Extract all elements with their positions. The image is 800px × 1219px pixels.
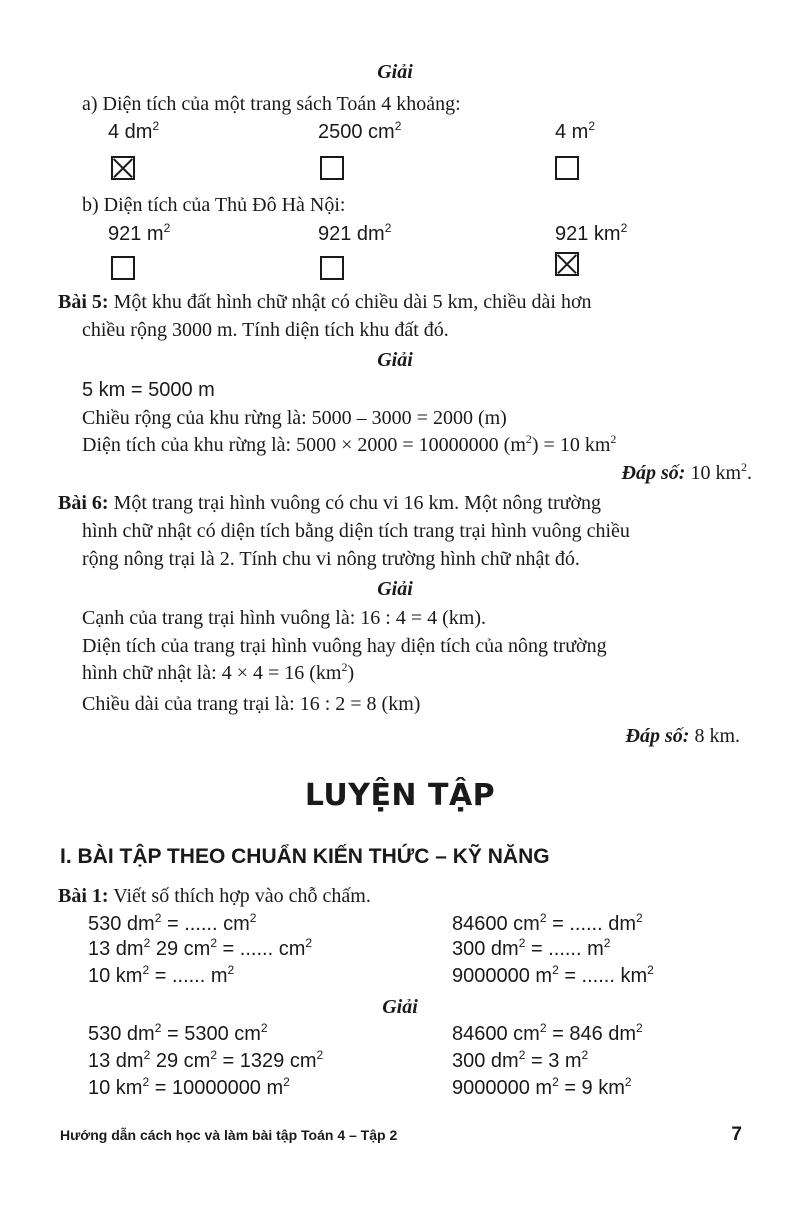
- ex1-a-left-2: 13 $dm^2$ 29 $cm^2 = 1329$ $cm^2$: [88, 1048, 324, 1072]
- q4a-checkbox-3[interactable]: [555, 156, 579, 180]
- page-heading: LUYỆN TẬP: [304, 778, 496, 813]
- ex1-q-right-2: 300 $dm^2$ = ...... $m^2$: [452, 936, 611, 960]
- bai6-solution-1: Cạnh của trang trại hình vuông là: 16 : 4 = 4 (km).: [82, 607, 486, 629]
- ex1-a-left-3: 10 $km^2 = 10000000$ $m^2$: [88, 1075, 290, 1099]
- q4a-text: a) Diện tích của một trang sách Toán 4 khoảng:: [82, 93, 461, 115]
- q4b-text: b) Diện tích của Thủ Đô Hà Nội:: [82, 194, 346, 216]
- bai6-solution-3: hình chữ nhật là: 4 × 4 = 16 $(km^2)$: [82, 660, 355, 684]
- q4a-checkbox-2[interactable]: [320, 156, 344, 180]
- q4a-option-1: 4 $dm^2$: [108, 119, 160, 143]
- bai6-answer: Đáp số: 8 km.: [625, 725, 740, 747]
- bai6-solution-2: Diện tích của trang trại hình vuông hay diện tích của nông trường: [82, 635, 607, 657]
- ex1-q-right-3: 9000000 $m^2$ = ...... $km^2$: [452, 963, 654, 987]
- q4b-checkbox-3[interactable]: [555, 252, 579, 276]
- bai5-solution-1: 5 km = 5000 m: [82, 379, 215, 401]
- bai5-solution-3: Diện tích của khu rừng là: 5000 × 2000 = 10000000 $(m^2) = 10$ $km^2$: [82, 432, 617, 456]
- q4a-option-3: 4 $m^2$: [555, 119, 596, 143]
- bai6-line-1: Bài 6: Một trang trại hình vuông có chu vi 16 km. Một nông trường: [58, 492, 602, 514]
- bai6-line-3: rộng nông trại là 2. Tính chu vi nông trường hình chữ nhật đó.: [82, 548, 580, 570]
- q4b-checkbox-1[interactable]: [111, 256, 135, 280]
- q4a-checkbox-1[interactable]: [111, 156, 135, 180]
- q4b-option-2: 921 $dm^2$: [318, 221, 392, 245]
- ex1-q-left-3: 10 $km^2$ = ...... $m^2$: [88, 963, 235, 987]
- ex1-a-right-3: 9000000 $m^2 = 9$ $km^2$: [452, 1075, 632, 1099]
- q4b-option-3: 921 $km^2$: [555, 221, 628, 245]
- bai5-answer: Đáp số: 10 $km^2$.: [621, 460, 752, 484]
- bai5-solution-2: Chiều rộng của khu rừng là: 5000 – 3000 = 2000 (m): [82, 407, 507, 429]
- q4b-checkbox-2[interactable]: [320, 256, 344, 280]
- ex1-q-left-2: 13 $dm^2$ 29 $cm^2$ = ...... $cm^2$: [88, 936, 313, 960]
- q4a-option-2: 2500 $cm^2$: [318, 119, 402, 143]
- bai5-line-1: Bài 5: Một khu đất hình chữ nhật có chiều dài 5 km, chiều dài hơn: [58, 291, 592, 313]
- q4b-option-1: 921 $m^2$: [108, 221, 171, 245]
- bai5-line-2: chiều rộng 3000 m. Tính diện tích khu đất đó.: [82, 319, 449, 341]
- ex1-a-left-1: 530 $dm^2 = 5300$ $cm^2$: [88, 1021, 268, 1045]
- giai-heading-bai4: Giải: [377, 61, 413, 83]
- giai-heading-ex1: Giải: [382, 996, 418, 1018]
- ex1-prompt: Bài 1: Viết số thích hợp vào chỗ chấm.: [58, 885, 371, 907]
- bai6-line-2: hình chữ nhật có diện tích bằng diện tích trang trại hình vuông chiều: [82, 520, 630, 542]
- ex1-a-right-2: 300 $dm^2 = 3$ $m^2$: [452, 1048, 589, 1072]
- ex1-a-right-1: 84600 $cm^2 = 846$ $dm^2$: [452, 1021, 643, 1045]
- giai-heading-bai5: Giải: [377, 349, 413, 371]
- section-title: I. BÀI TẬP THEO CHUẨN KIẾN THỨC – KỸ NĂNG: [60, 845, 550, 868]
- giai-heading-bai6: Giải: [377, 578, 413, 600]
- page-number: 7: [731, 1124, 742, 1145]
- bai6-solution-4: Chiều dài của trang trại là: 16 : 2 = 8 (km): [82, 693, 421, 715]
- ex1-q-right-1: 84600 $cm^2$ = ...... $dm^2$: [452, 911, 643, 935]
- ex1-q-left-1: 530 $dm^2$ = ...... $cm^2$: [88, 911, 257, 935]
- footer-title: Hướng dẫn cách học và làm bài tập Toán 4 – Tập 2: [60, 1127, 398, 1143]
